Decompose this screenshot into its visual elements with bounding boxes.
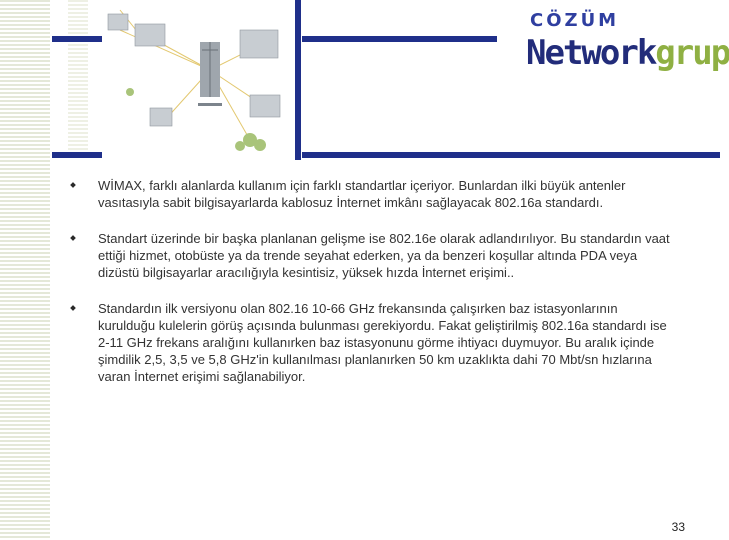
bullet-text: Standardın ilk versiyonu olan 802.16 10-66 GHz frekansında çalışırken baz istasyonlarının kurulduğu kulelerin görüş açısında bulunması gerekiyordu. Fakat geliştirilmiş 802.16a standardı ise 2-11 GHz frekans aralığını kullanırken baz istasyonunu görme ihtiyacı duymuyor. Bu aralık içinde şimdilik 2,5, 3,5 ve 5,8 GHz'in kullanılması planlanırken 50 km uzaklıkta dahi 70 Mbt/sn hızlarına varan İnternet erişimi sağlanabiliyor. — [98, 301, 667, 384]
decor-bar — [302, 152, 720, 158]
bullet-diamond-icon — [70, 182, 76, 188]
decor-bar-vertical — [295, 0, 301, 160]
light-stripe-panel — [68, 0, 88, 160]
decor-bar — [52, 152, 102, 158]
left-stripe-panel — [0, 0, 50, 540]
decor-bar — [52, 36, 102, 42]
list-item — [70, 300, 670, 385]
logo-top-text: CÖZÜM — [530, 10, 620, 31]
bullet-text: Standart üzerinde bir başka planlanan gelişme ise 802.16e olarak adlandırılıyor. Bu standardın vaat ettiği hizmet, otobüste ya da trende seyahat ederken, ya da benzeri koşullar altında PDA veya dizüstü bilgisayarlar aracılığıyla kesintisiz, yüksek hızda İnternet erişimi.. — [98, 231, 670, 280]
list-item — [70, 177, 670, 211]
page-number: 33 — [671, 520, 685, 534]
wimax-network-diagram — [100, 0, 290, 165]
logo-grup-text: grup — [655, 33, 729, 73]
bullet-text: WİMAX, farklı alanlarda kullanım için farklı standartlar içeriyor. Bunlardan ilki büyük antenler vasıtasıyla sabit bilgisayarlarda kablosuz İnternet imkânı sağlayacak 802.16a standardı. — [98, 178, 626, 210]
list-item — [70, 230, 670, 281]
logo-main-text — [526, 33, 729, 73]
bullet-diamond-icon — [70, 235, 76, 241]
decor-bar — [302, 36, 497, 42]
company-logo — [520, 10, 729, 90]
bullet-diamond-icon — [70, 305, 76, 311]
bullet-list — [70, 177, 670, 404]
logo-network-text: Network — [526, 33, 656, 73]
